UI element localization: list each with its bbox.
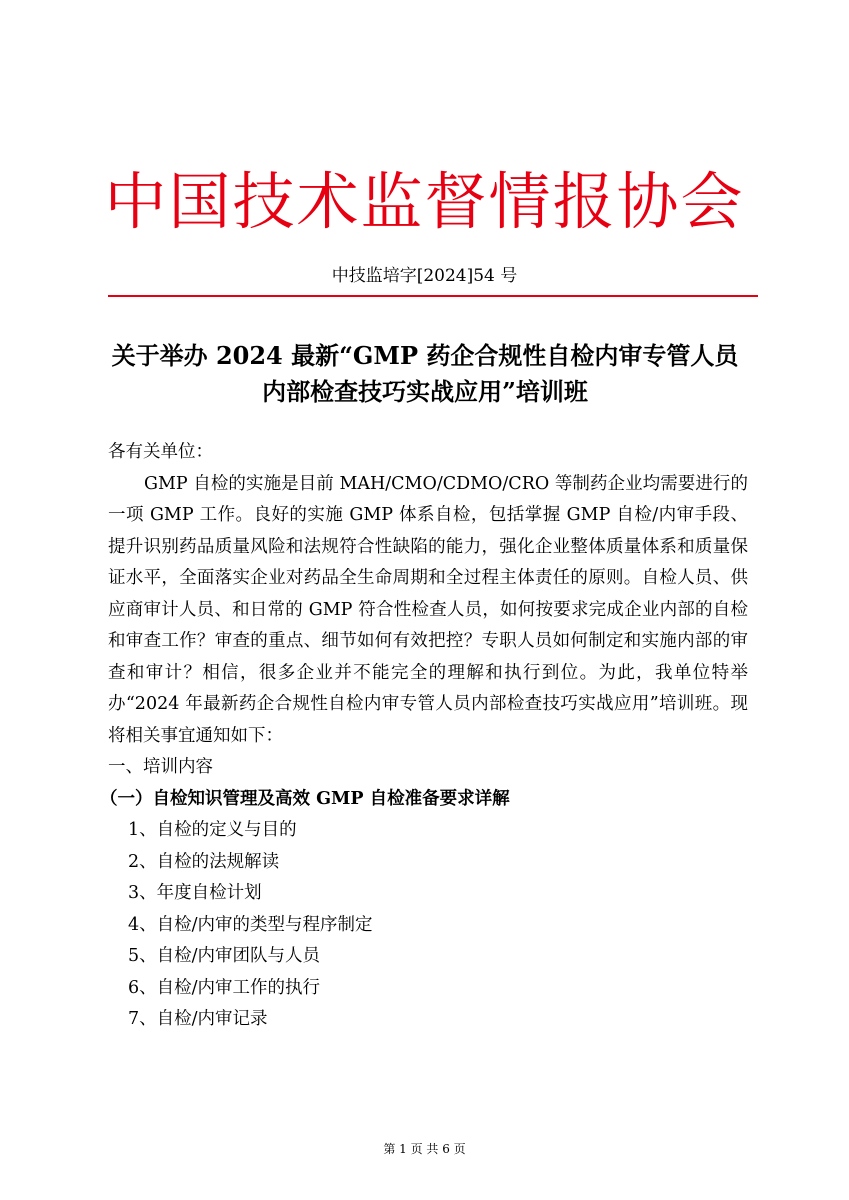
document-number: 中技监培字[2024]54 号 [331, 266, 518, 286]
document-title: 关于举办 2024 最新“GMP 药企合规性自检内审专管人员内部检查技巧实战应用”培训班 [111, 341, 739, 406]
list-item: 1、自检的定义与目的 [128, 820, 297, 840]
document-body [100, 437, 748, 1036]
organization-title: 中国技术监督情报协会 [104, 165, 745, 238]
list-item: 5、自检/内审团队与人员 [128, 946, 321, 966]
page-number-footer: 第 1 页 共 6 页 [383, 1142, 466, 1156]
header-divider [108, 295, 758, 297]
training-topic-list [108, 815, 748, 1036]
section-heading-training-content: 一、培训内容 [108, 757, 213, 777]
list-item: 2、自检的法规解读 [128, 851, 280, 872]
list-item: 6、自检/内审工作的执行 [128, 977, 321, 998]
subsection-heading-self-inspection: （一）自检知识管理及高效 GMP 自检准备要求详解 [100, 788, 510, 809]
intro-paragraph: GMP 自检的实施是目前 MAH/CMO/CDMO/CRO 等制药企业均需要进行的一项 GMP 工作。良好的实施 GMP 体系自检，包括掌握 GMP 自检/内审手段、提升识别药品质量风险和法规符合性缺陷的能力，强化企业整体质量体系和质量保证水平，全面落实企业对药品全生命周期和全过程主体责任的原则。自检人员、供应商审计人员、和日常的 GMP 符合性检查人员，如何按要求完成企业内部的自检和审查工作？审查的重点、细节如何有效把控？专职人员如何制定和实施内部的审查和审计？相信，很多企业并不能完全的理解和执行到位。为此，我单位特举办“2024 年最新药企合规性自检内审专管人员内部检查技巧实战应用”培训班。现将相关事宜通知如下： [108, 473, 748, 746]
list-item: 4、自检/内审的类型与程序制定 [128, 914, 373, 935]
list-item: 7、自检/内审记录 [128, 1009, 268, 1029]
list-item: 3、年度自检计划 [128, 883, 262, 903]
salutation: 各有关单位： [108, 442, 213, 462]
